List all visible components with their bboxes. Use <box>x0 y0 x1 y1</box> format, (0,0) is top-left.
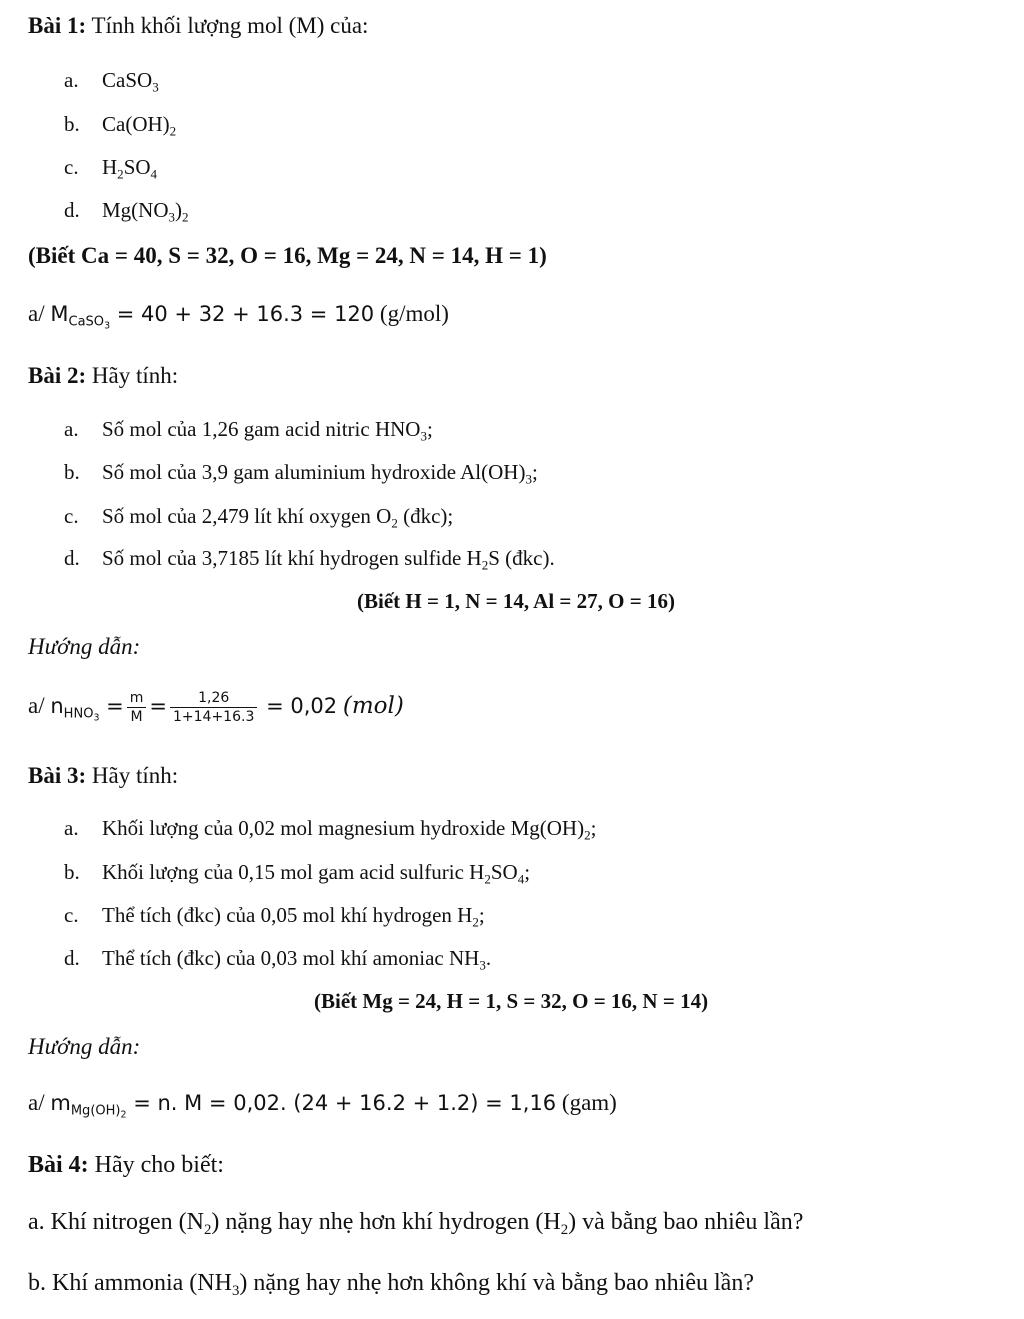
bai3-prompt: Hãy tính: <box>91 763 179 788</box>
bai2-item-a: a. Số mol của 1,26 gam acid nitric $HNO_3$; <box>64 417 433 444</box>
bai2-item-d: d. Số mol của 3,7185 lít khí hydrogen sulfide $H_2S$ (đkc). <box>64 546 555 573</box>
bai1-given: (Biết Ca = 40, S = 32, O = 16, Mg = 24, N = 14, H = 1) <box>28 243 547 268</box>
bai3-guide: Hướng dẫn: <box>28 1034 141 1059</box>
bai1-heading <box>28 14 368 37</box>
bai2-title: Bài 2: <box>28 363 87 388</box>
bai3-item-c: c. Thể tích (đkc) của 0,05 mol khí hydrogen $H_2$; <box>64 903 485 930</box>
bai2-guide: Hướng dẫn: <box>28 634 141 659</box>
bai2-prompt: Hãy tính: <box>91 363 179 388</box>
bai2-heading <box>28 364 178 387</box>
bai1-item-a: a. CaSO$_3$ <box>64 68 159 95</box>
bai1-answer: a/ $M_{CaSO3} = 40 + 32 + 16.3 = 120$ (g/mol) <box>28 301 449 332</box>
bai3-item-d: d. Thể tích (đkc) của 0,03 mol khí amoniac $NH_3$. <box>64 946 492 973</box>
bai3-title: Bài 3: <box>28 763 87 788</box>
bai1-item-d: d. $Mg(NO_3)_2$ <box>64 198 189 225</box>
bai3-answer: a/ $m_{Mg(OH)2} = n$. M = 0,02. (24 + 16.2 + 1.2) = 1,16 (gam) <box>28 1090 617 1121</box>
bai1-prompt: Tính khối lượng mol (M) của: <box>91 13 369 38</box>
bai2-answer: a/ $n_{HNO3}$ = $\frac{m}{M}$ = $\frac{1,26}{1+14+16.3}$ = 0,02 (mol) <box>28 690 404 726</box>
bai3-given: (Biết Mg = 24, H = 1, S = 32, O = 16, N = 14) <box>314 989 709 1013</box>
bai3-heading <box>28 764 178 787</box>
bai2-given: (Biết H = 1, N = 14, Al = 27, O = 16) <box>357 589 675 613</box>
bai1-item-b: b. $Ca(OH)_2$ <box>64 112 177 139</box>
bai2-item-c: c. Số mol của 2,479 lít khí oxygen $O_2$ (đkc); <box>64 504 454 531</box>
bai4-prompt: Hãy cho biết: <box>94 1152 224 1178</box>
bai4-question-a: a. Khí nitrogen $(N_2)$ nặng hay nhẹ hơn khí hydrogen $(H_2)$ và bằng bao nhiêu lần? <box>28 1209 804 1239</box>
bai4-heading <box>28 1153 224 1177</box>
bai2-item-b: b. Số mol của 3,9 gam aluminium hydroxide $Al(OH)_3$; <box>64 460 538 487</box>
bai1-item-c: c. $H_2SO_4$ <box>64 155 158 182</box>
bai4-title: Bài 4: <box>28 1152 89 1178</box>
bai3-item-b: b. Khối lượng của 0,15 mol gam acid sulfuric $H_2SO_4$; <box>64 860 531 887</box>
bai3-item-a: a. Khối lượng của 0,02 mol magnesium hydroxide $Mg(OH)_2$; <box>64 816 597 843</box>
bai4-question-b: b. Khí ammonia $(NH_3)$ nặng hay nhẹ hơn không khí và bằng bao nhiêu lần? <box>28 1270 754 1300</box>
bai1-title: Bài 1: <box>28 13 87 38</box>
